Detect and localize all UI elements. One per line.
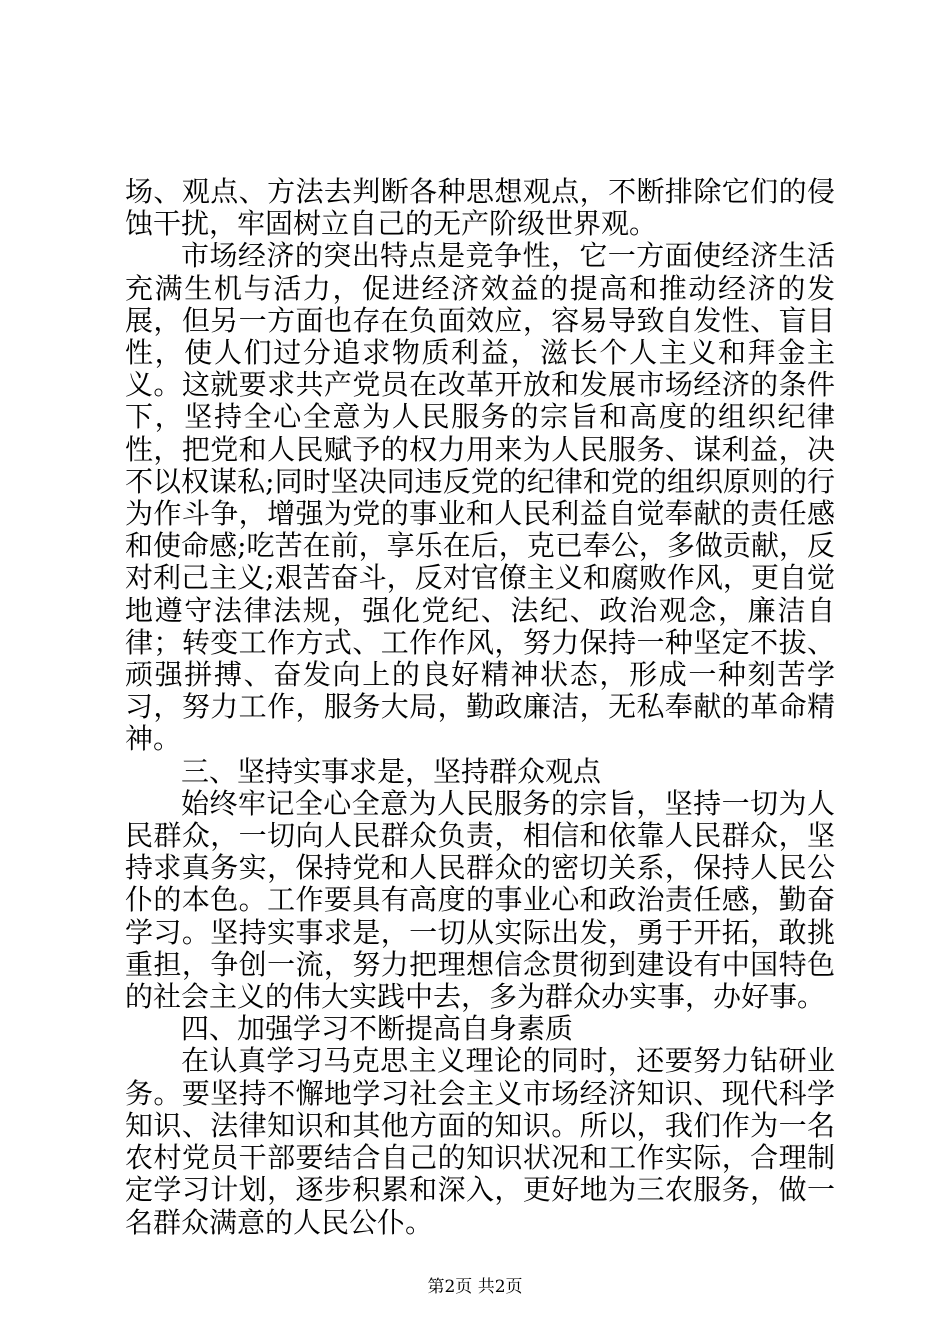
document-body [125, 176, 835, 1239]
paragraph-serve-people: 始终牢记全心全意为人民服务的宗旨，坚持一切为人民群众，一切向人民群众负责，相信和依靠人民群众，坚持求真务实，保持党和人民群众的密切关系，保持人民公仆的本色。工作要具有高度的事业心和政治责任感，勤奋学习。坚持实事求是，一切从实际出发，勇于开拓，敢挑重担，争创一流，努力把理想信念贯彻到建设有中国特色的社会主义的伟大实践中去，多为群众办实事，办好事。 [125, 786, 835, 1014]
section-heading-four: 四、加强学习不断提高自身素质 [181, 1012, 574, 1046]
paragraph-market-economy: 市场经济的突出特点是竞争性，它一方面使经济生活充满生机与活力，促进经济效益的提高和推动经济的发展，但另一方面也存在负面效应，容易导致自发性、盲目性，使人们过分追求物质利益，滋长个人主义和拜金主义。这就要求共产党员在改革开放和发展市场经济的条件下，坚持全心全意为人民服务的宗旨和高度的组织纪律性，把党和人民赋予的权力用来为人民服务、谋利益，决不以权谋私;同时坚决同违反党的纪律和党的组织原则的行为作斗争，增强为党的事业和人民利益自觉奉献的责任感和使命感;吃苦在前，享乐在后，克已奉公，多做贡献，反对利己主义;艰苦奋斗，反对官僚主义和腐败作风，更自觉地遵守法律法规，强化党纪、法纪、政治观念，廉洁自律；转变工作方式、工作作风，努力保持一种坚定不拔、顽强拼搏、奋发向上的良好精神状态，形成一种刻苦学习，努力工作，服务大局，勤政廉洁，无私奉献的革命精神。 [125, 239, 835, 756]
section-heading-three: 三、坚持实事求是，坚持群众观点 [181, 754, 602, 788]
paragraph-study: 在认真学习马克思主义理论的同时，还要努力钻研业务。要坚持不懈地学习社会主义市场经济知识、现代科学知识、法律知识和其他方面的知识。所以，我们作为一名农村党员干部要结合自己的知识状况和工作实际，合理制定学习计划，逐步积累和深入，更好地为三农服务，做一名群众满意的人民公仆。 [125, 1044, 835, 1239]
page-number-footer: 第2页 共2页 [427, 1277, 523, 1297]
paragraph-continuation: 场、观点、方法去判断各种思想观点，不断排除它们的侵蚀干扰，牢固树立自己的无产阶级世界观。 [125, 175, 835, 241]
